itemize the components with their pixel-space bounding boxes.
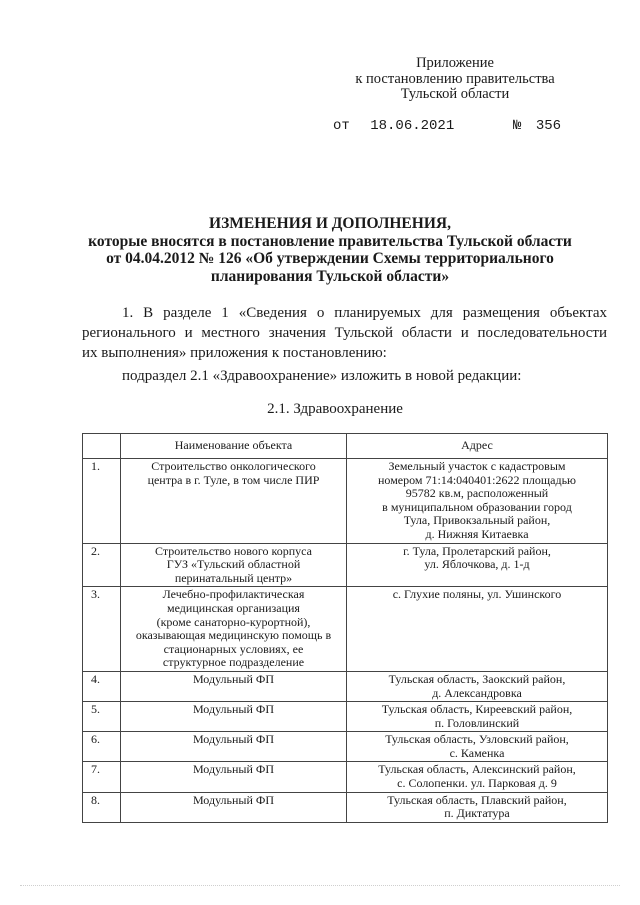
- paragraph-1-line-1: 1. В разделе 1 «Сведения о планируемых для размещения объектах: [122, 305, 607, 321]
- header-address: Адрес: [347, 434, 608, 459]
- title-line-1: ИЗМЕНЕНИЯ И ДОПОЛНЕНИЯ,: [209, 215, 451, 232]
- paragraph-2: подраздел 2.1 «Здравоохранение» изложить в новой редакции:: [122, 368, 522, 384]
- appendix-line-1: Приложение: [416, 55, 494, 71]
- title-line-3: от 04.04.2012 № 126 «Об утверждении Схемы территориального: [106, 250, 554, 267]
- decree-number: 356: [535, 118, 562, 134]
- paragraph-1: [82, 303, 607, 363]
- object-address: Тульская область, Заокский район, д. Александровка: [347, 671, 608, 701]
- table-row: [83, 587, 608, 672]
- decree-reference: [333, 118, 562, 134]
- table-row: [83, 762, 608, 792]
- object-address: Земельный участок с кадастровым номером 71:14:040401:2622 площадью 95782 кв.м, расположенный в муниципальном образовании город Тула, Привокзальный район, д. Нижняя Китаевка: [347, 459, 608, 544]
- object-name: Строительство онкологического центра в г. Туле, в том числе ПИР: [121, 459, 347, 544]
- header-object-name: Наименование объекта: [121, 434, 347, 459]
- scan-artifact-line: [20, 885, 620, 888]
- row-number: 3.: [83, 587, 121, 672]
- section-heading: 2.1. Здравоохранение: [267, 401, 403, 417]
- object-name: Модульный ФП: [121, 671, 347, 701]
- row-number: 4.: [83, 671, 121, 701]
- table-header-row: [83, 434, 608, 459]
- document-title: [60, 215, 600, 285]
- object-address: г. Тула, Пролетарский район, ул. Яблочкова, д. 1-д: [347, 543, 608, 587]
- object-address: с. Глухие поляны, ул. Ушинского: [347, 587, 608, 672]
- table-row: [83, 671, 608, 701]
- row-number: 2.: [83, 543, 121, 587]
- object-address: Тульская область, Киреевский район, п. Головлинский: [347, 702, 608, 732]
- appendix-line-3: Тульской области: [400, 86, 510, 102]
- object-name: Модульный ФП: [121, 762, 347, 792]
- object-name: Модульный ФП: [121, 792, 347, 822]
- appendix-header: [320, 56, 590, 103]
- object-name: Модульный ФП: [121, 732, 347, 762]
- row-number: 8.: [83, 792, 121, 822]
- object-address: Тульская область, Плавский район, п. Диктатура: [347, 792, 608, 822]
- object-name: Лечебно-профилактическая медицинская организация (кроме санаторно-курортной), оказывающая медицинскую помощь в стационарных условиях, ее структурное подразделение: [121, 587, 347, 672]
- object-name: Модульный ФП: [121, 702, 347, 732]
- header-number: [83, 434, 121, 459]
- paragraph-1-line-2: регионального и местного значения Тульской области и последовательности: [82, 325, 607, 341]
- table-row: [83, 792, 608, 822]
- row-number: 7.: [83, 762, 121, 792]
- title-line-2: которые вносятся в постановление правительства Тульской области: [88, 232, 572, 250]
- object-address: Тульская область, Узловский район, с. Каменка: [347, 732, 608, 762]
- object-address: Тульская область, Алексинский район, с. Солопенки. ул. Парковая д. 9: [347, 762, 608, 792]
- table-row: [83, 702, 608, 732]
- row-number: 5.: [83, 702, 121, 732]
- object-name: Строительство нового корпуса ГУЗ «Тульский областной перинатальный центр»: [121, 543, 347, 587]
- decree-date-prefix: от: [333, 118, 350, 134]
- healthcare-objects-table: [82, 433, 608, 823]
- title-line-4: планирования Тульской области»: [210, 267, 450, 285]
- table-row: [83, 543, 608, 587]
- appendix-line-2: к постановлению правительства: [355, 70, 555, 87]
- row-number: 1.: [83, 459, 121, 544]
- row-number: 6.: [83, 732, 121, 762]
- decree-date: 18.06.2021: [370, 118, 455, 134]
- table-row: [83, 732, 608, 762]
- decree-number-block: [513, 118, 561, 134]
- table-row: [83, 459, 608, 544]
- paragraph-1-line-3: их выполнения» приложения к постановлению:: [82, 345, 387, 361]
- decree-number-label: №: [513, 118, 522, 134]
